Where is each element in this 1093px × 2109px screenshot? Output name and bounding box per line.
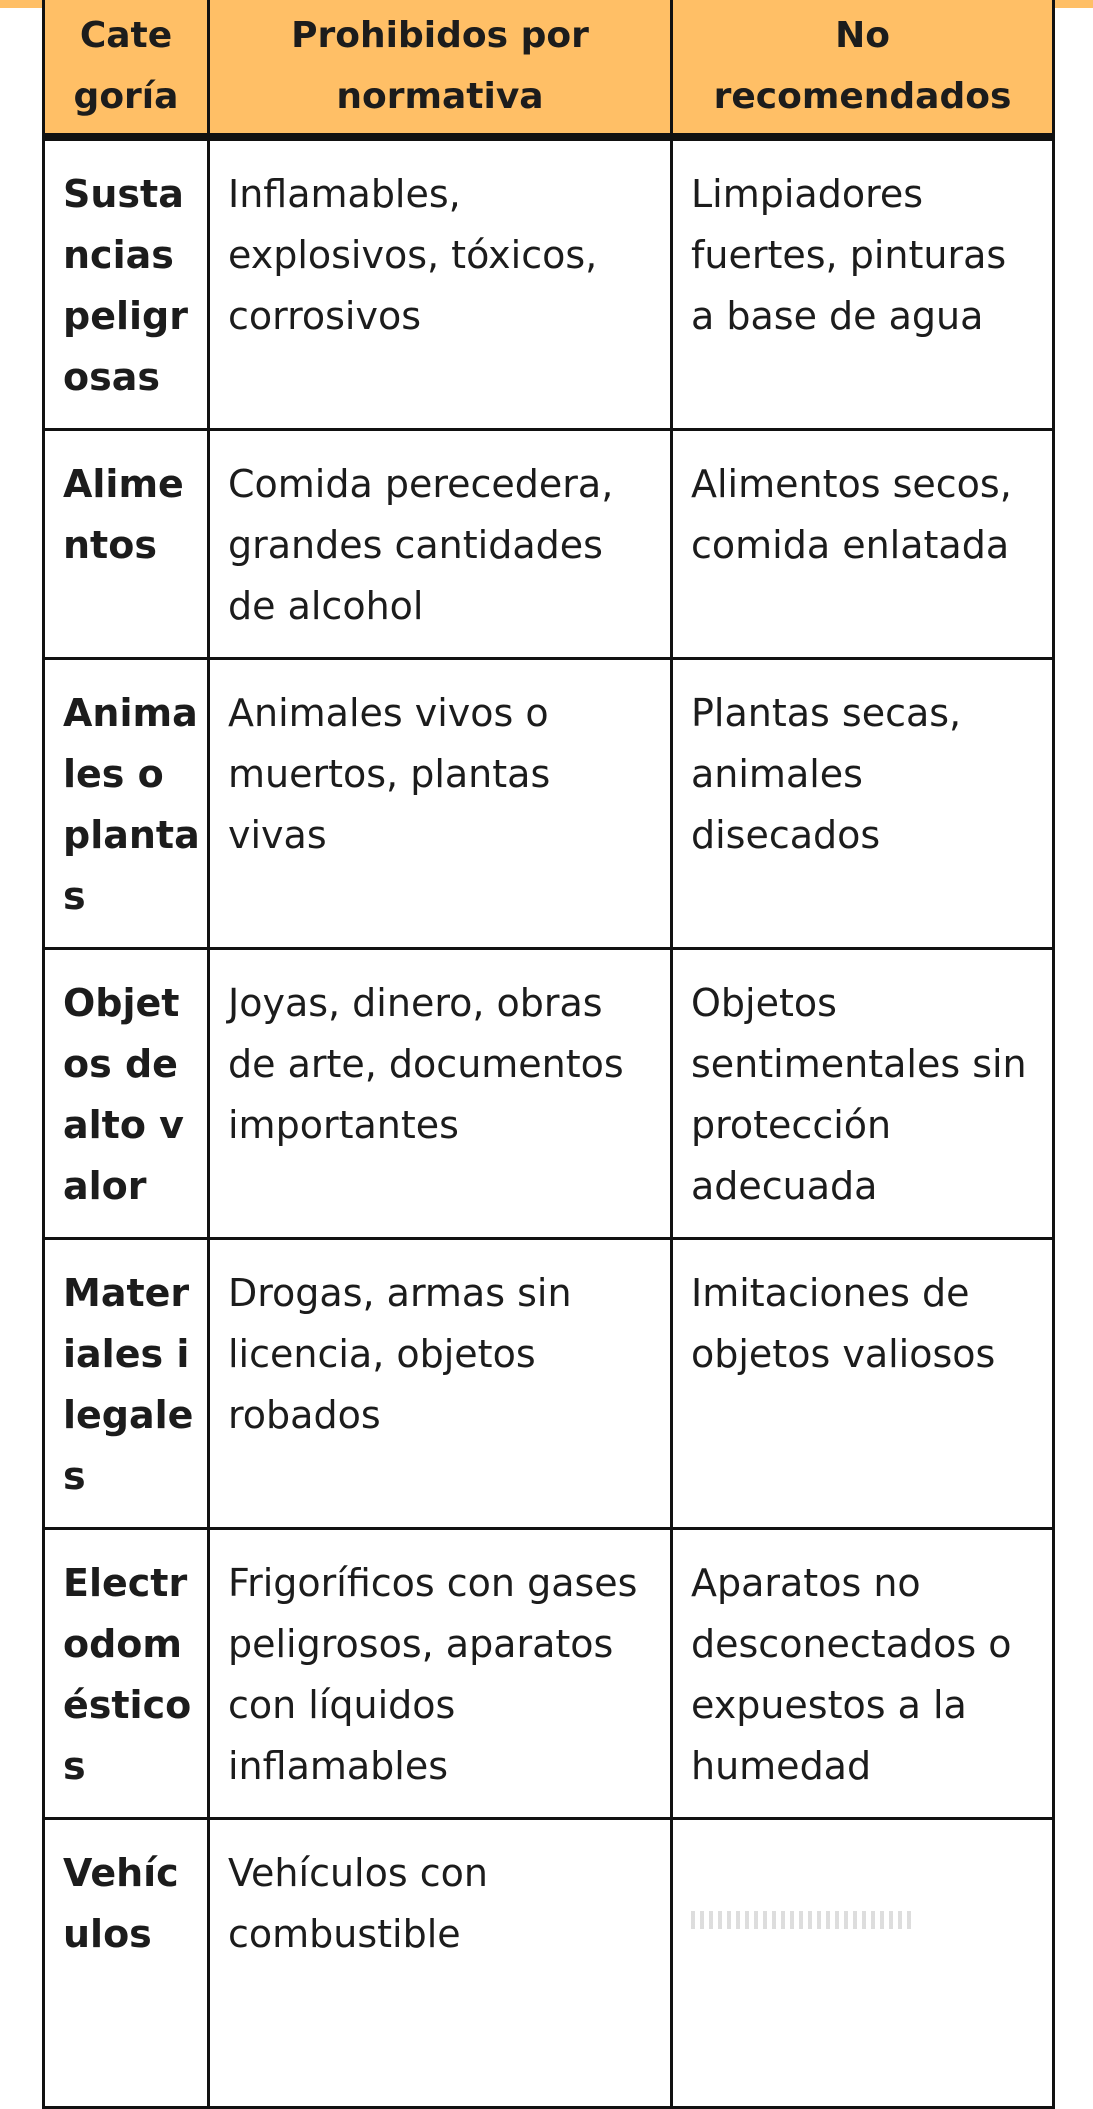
table-row: [44, 659, 1054, 949]
table-row: [44, 1529, 1054, 1819]
row-not-recommended: Plantas secas, animales disecados: [672, 659, 1054, 949]
row-category: Materiales ilegales: [44, 1239, 209, 1529]
items-table: [42, 0, 1055, 2109]
row-prohibited: Vehículos con combustible: [209, 1819, 672, 2108]
row-category: Alimentos: [44, 430, 209, 659]
row-not-recommended: Aparatos no desconectados o expuestos a la humedad: [672, 1529, 1054, 1819]
row-category: Vehículos: [44, 1819, 209, 2108]
row-not-recommended: Objetos sentimentales sin protección adecuada: [672, 949, 1054, 1239]
row-prohibited: Animales vivos o muertos, plantas vivas: [209, 659, 672, 949]
table-row: [44, 1819, 1054, 2108]
row-category: Electrodomésticos: [44, 1529, 209, 1819]
row-category: Objetos de alto valor: [44, 949, 209, 1239]
row-prohibited: Frigoríficos con gases peligrosos, aparatos con líquidos inflamables: [209, 1529, 672, 1819]
table-row: [44, 430, 1054, 659]
row-not-recommended: Imitaciones de objetos valiosos: [672, 1239, 1054, 1529]
table-row: [44, 1239, 1054, 1529]
row-prohibited: Drogas, armas sin licencia, objetos robados: [209, 1239, 672, 1529]
row-category: Animales o plantas: [44, 659, 209, 949]
header-category: Cate goría: [44, 0, 209, 137]
row-prohibited: Comida perecedera, grandes cantidades de alcohol: [209, 430, 672, 659]
row-prohibited: Joyas, dinero, obras de arte, documentos importantes: [209, 949, 672, 1239]
header-prohibited: Prohibidos por normativa: [209, 0, 672, 137]
faded-text-remnant: [691, 1911, 911, 1929]
row-prohibited: Inflamables, explosivos, tóxicos, corrosivos: [209, 137, 672, 430]
table-header-row: [44, 0, 1054, 137]
header-not-recommended: No recomendados: [672, 0, 1054, 137]
row-not-recommended: [672, 1819, 1054, 2108]
table-row: [44, 137, 1054, 430]
row-category: Sustancias peligrosas: [44, 137, 209, 430]
row-not-recommended: Limpiadores fuertes, pinturas a base de agua: [672, 137, 1054, 430]
table-row: [44, 949, 1054, 1239]
row-not-recommended: Alimentos secos, comida enlatada: [672, 430, 1054, 659]
